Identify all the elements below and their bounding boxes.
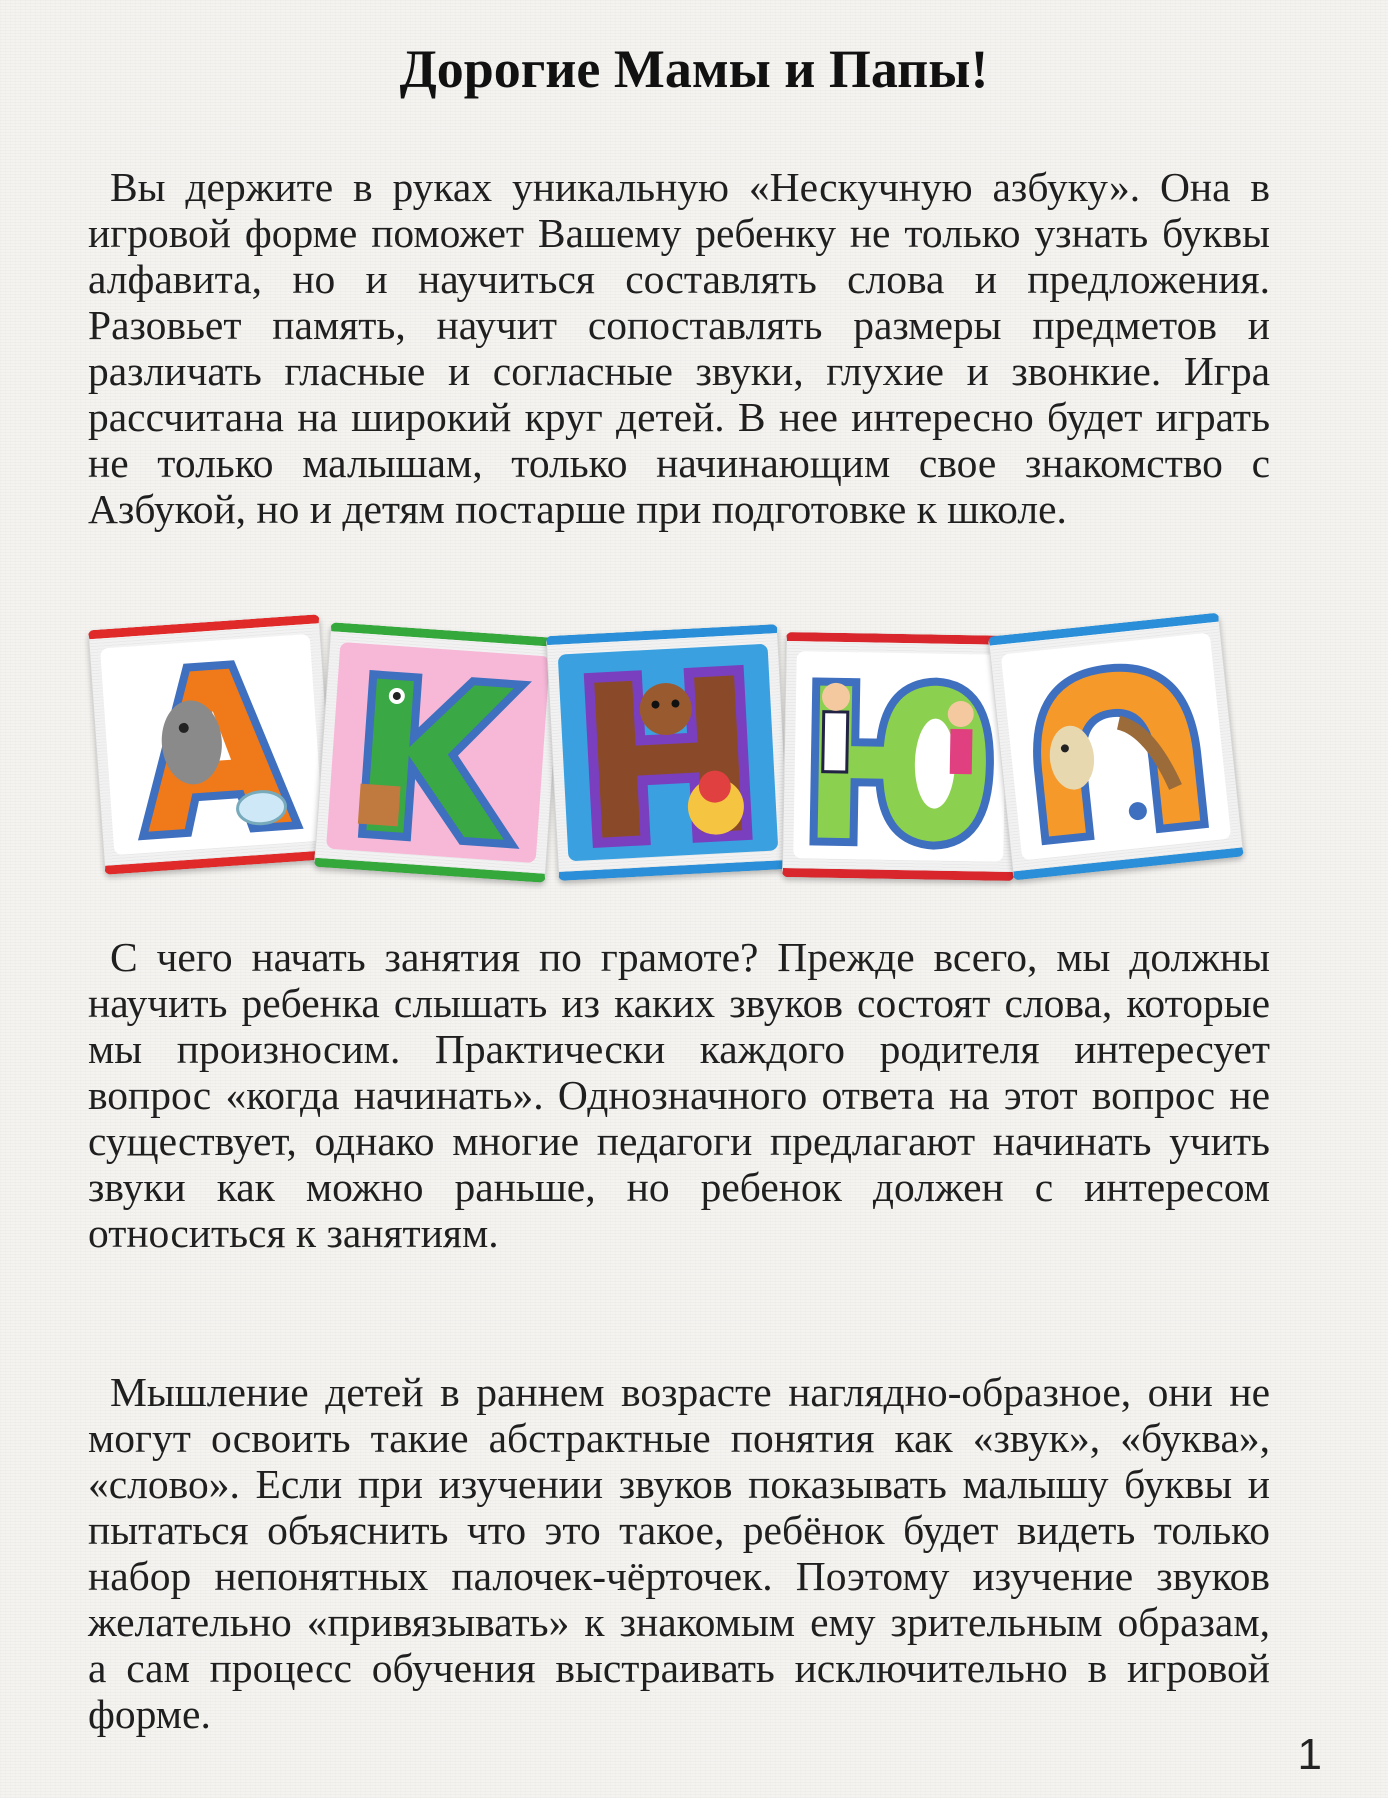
letter-card-k <box>314 622 563 883</box>
page-number: 1 <box>1297 1730 1322 1779</box>
letter-card-l <box>988 613 1244 881</box>
page-title: Дорогие Мамы и Папы! <box>399 39 989 99</box>
third-paragraph: Мышление детей в раннем возрасте наглядно-образное, они не могут освоить такие абстрактные понятия как «звук», «буква», «слово». Если при изучении звуков показывать малышу буквы и пытаться объяснить что это такое, ребёнок будет видеть только набор непонятных палочек-чёрточек. Поэтому изучение звуков желательно «привязывать» к знакомым ему зрительным образам, а сам процесс обучения выстраивать исключительно в игровой форме. <box>88 1369 1270 1737</box>
letter-card-yu <box>782 632 1018 881</box>
letter-k-illustration <box>315 631 560 873</box>
letter-cards-strip <box>0 600 1388 900</box>
second-paragraph: С чего начать занятия по грамоте? Прежде всего, мы должны научить ребенка слышать из каких звуков состоят слова, которые мы произносим. Практически каждого родителя интересует вопрос «когда начинать». Однозначного ответа на этот вопрос не существует, однако многие педагоги предлагают начинать учить звуки как можно раньше, но ребенок должен с интересом относиться к занятиям. <box>88 934 1270 1256</box>
intro-paragraph: Вы держите в руках уникальную «Нескучную азбуку». Она в игровой форме поможет Вашему ребенку не только узнать буквы алфавита, но и научиться составлять слова и предложения. Разовьет память, научит сопоставлять размеры предметов и различать гласные и согласные звуки, глухие и звонкие. Игра рассчитана на широкий круг детей. В нее интересно будет играть не только малышам, только начинающим свое знакомство с Азбукой, но и детям постарше при подготовке к школе. <box>88 164 1270 532</box>
letter-n-illustration <box>547 633 789 872</box>
letter-a-illustration <box>89 623 334 865</box>
letter-yu-illustration <box>783 641 1017 872</box>
letter-card-a <box>88 614 337 875</box>
letter-l-illustration <box>990 622 1242 872</box>
letter-card-n <box>546 624 791 881</box>
